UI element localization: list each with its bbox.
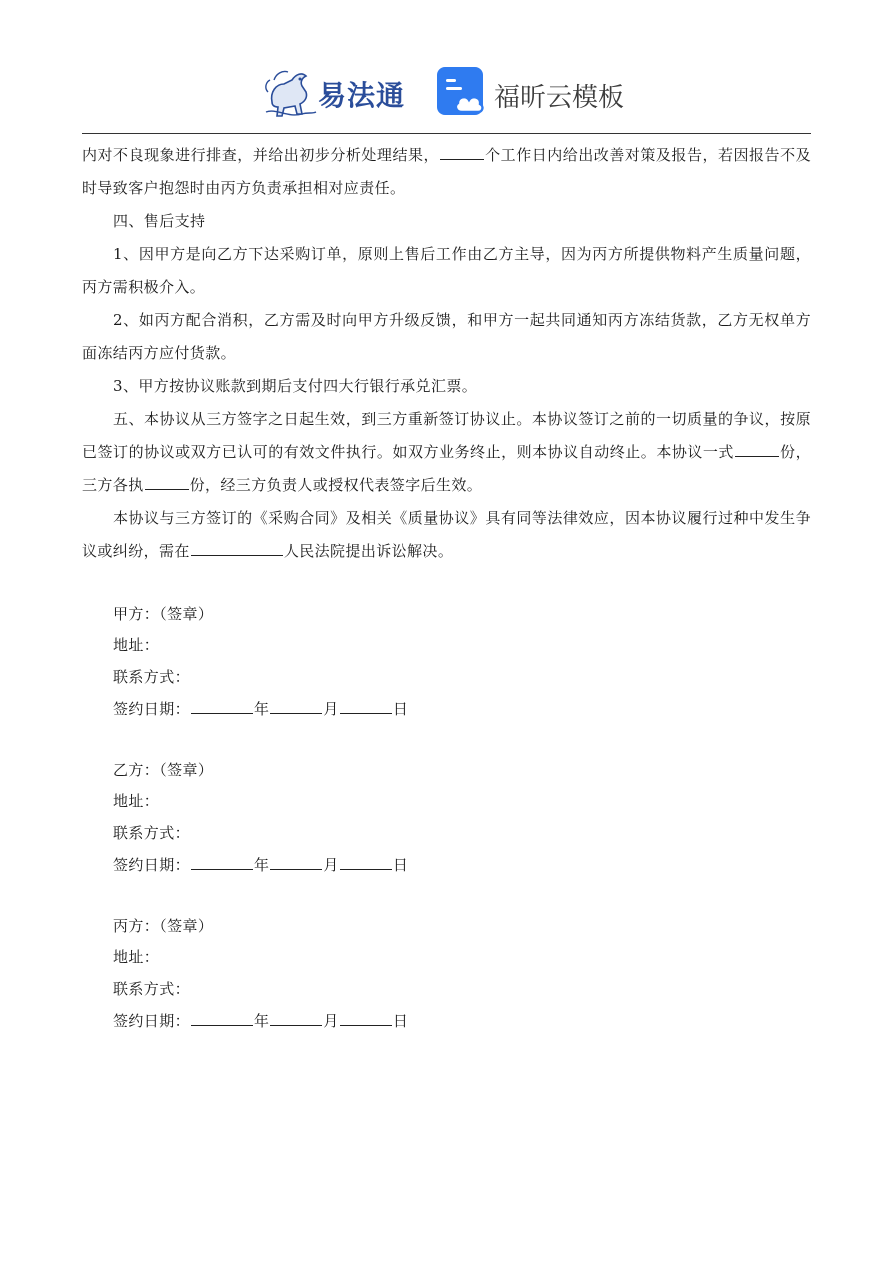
page-header <box>0 58 893 124</box>
paragraph-section-5 <box>82 403 811 502</box>
date-label: 签约日期： <box>113 1011 191 1030</box>
signing-date-line <box>113 1005 408 1037</box>
header-divider <box>82 133 811 134</box>
fuxin-logo-text: 福昕云模板 <box>494 83 625 113</box>
text-segment: 个工作日内给出改善对策及报告，若因报告不及时导致客户抱怨时由丙方负责承担相对应责任。 <box>82 146 812 197</box>
signature-block-party-a <box>113 599 408 725</box>
document-body <box>82 139 811 568</box>
party-label: 甲方：（签章） <box>113 605 214 623</box>
month-label: 月 <box>323 1011 339 1030</box>
paragraph-item-2: 2、如丙方配合消积，乙方需及时向甲方升级反馈，和甲方一起共同通知丙方冻结货款，乙方无权单方面冻结丙方应付货款。 <box>82 311 811 362</box>
text-segment: 人民法院提出诉讼解决。 <box>283 542 454 560</box>
blank-day-field <box>340 1005 392 1026</box>
paragraph-item-1: 1、因甲方是向乙方下达采购订单，原则上售后工作由乙方主导，因为丙方所提供物料产生质量问题，丙方需积极介入。 <box>82 245 811 296</box>
year-label: 年 <box>254 1011 270 1030</box>
blank-month-field <box>270 693 322 714</box>
text-segment: 份，三方各执 <box>82 443 811 494</box>
signature-block-party-c <box>113 911 408 1037</box>
blank-days-field <box>440 139 484 160</box>
yifatong-logo <box>262 62 412 120</box>
text-segment: 内对不良现象进行排查，并给出初步分析处理结果， <box>82 146 440 164</box>
month-label: 月 <box>323 855 339 874</box>
month-label: 月 <box>323 699 339 718</box>
contact-label: 联系方式： <box>113 823 191 842</box>
year-label: 年 <box>254 855 270 874</box>
blank-court-field <box>191 535 283 556</box>
blank-month-field <box>270 1005 322 1026</box>
day-label: 日 <box>392 855 409 874</box>
party-label: 乙方：（签章） <box>113 761 214 779</box>
text-segment: 五、本协议从三方签字之日起生效，到三方重新签订协议止。本协议签订之前的一切质量的争议，按原已签订的协议或双方已认可的有效文件执行。如双方业务终止，则本协议自动终止。本协议一式 <box>82 410 811 461</box>
contact-label: 联系方式： <box>113 979 191 998</box>
contact-label: 联系方式： <box>113 667 191 686</box>
address-label: 地址： <box>113 948 160 967</box>
blank-copies-each-field <box>145 469 189 490</box>
paragraph-item-3: 3、甲方按协议账款到期后支付四大行银行承兑汇票。 <box>113 377 478 395</box>
blank-year-field <box>191 849 253 870</box>
signing-date-line <box>113 849 408 881</box>
signature-block-party-b <box>113 755 408 881</box>
date-label: 签约日期： <box>113 699 191 718</box>
blank-month-field <box>270 849 322 870</box>
signing-date-line <box>113 693 408 725</box>
yifatong-logo-text: 易法通 <box>318 79 406 112</box>
paragraph-legal-effect <box>82 502 811 568</box>
date-label: 签约日期： <box>113 855 191 874</box>
blank-year-field <box>191 693 253 714</box>
blank-day-field <box>340 693 392 714</box>
text-segment: 份，经三方负责人或授权代表签字后生效。 <box>189 476 483 494</box>
party-label: 丙方：（签章） <box>113 917 214 935</box>
blank-day-field <box>340 849 392 870</box>
cloud-document-icon <box>436 66 486 118</box>
day-label: 日 <box>392 699 409 718</box>
qilin-emblem-icon <box>262 62 320 120</box>
fuxin-cloud-template-logo <box>436 66 636 118</box>
address-label: 地址： <box>113 792 160 811</box>
paragraph-analysis <box>82 139 811 205</box>
section-heading-after-sales: 四、售后支持 <box>113 212 206 230</box>
year-label: 年 <box>254 699 270 718</box>
day-label: 日 <box>392 1011 409 1030</box>
text-segment: 本协议与三方签订的《采购合同》及相关《质量协议》具有同等法律效应，因本协议履行过种中发生争议或纠纷，需在 <box>82 509 811 560</box>
blank-year-field <box>191 1005 253 1026</box>
address-label: 地址： <box>113 636 160 655</box>
blank-copies-field <box>735 436 779 457</box>
